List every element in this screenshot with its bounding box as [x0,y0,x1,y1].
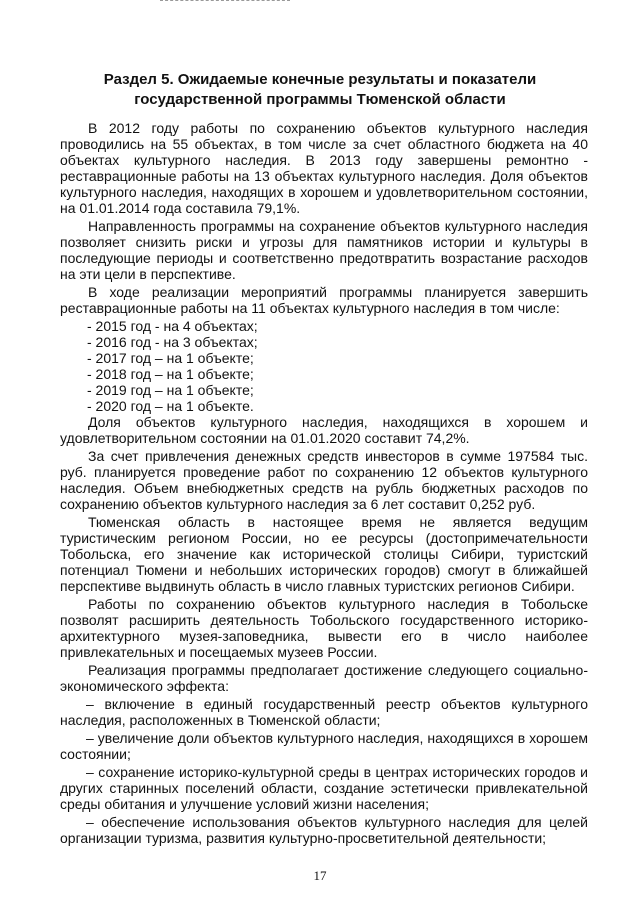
section-heading-line-2: государственной программы Тюменской области [134,91,506,108]
effect-item: – обеспечение использования объектов культурного наследия для целей организации туризма, развития культурно-просветительной деятельности; [60,814,588,846]
page-number: 17 [313,868,327,883]
year-list [60,318,588,414]
year-list-item: - 2016 год - на 3 объектах; [87,334,258,350]
document-body [60,120,588,848]
paragraph-investors: За счет привлечения денежных средств инвесторов в сумме 197584 тыс. руб. планируется проведение работ по сохранению 12 объектов культурного наследия. Объем внебюджетных средств на рубль бюджетных расходов по сохранению объектов культурного наследия за 6 лет составит 0,252 руб. [60,448,588,512]
year-list-item: - 2017 год – на 1 объекте; [87,350,254,366]
section-heading-line-1: Раздел 5. Ожидаемые конечные результаты и показатели [103,71,537,88]
paragraph-restoration-plan: В ходе реализации мероприятий программы планируется завершить реставрационные работы на 11 объектах культурного наследия в том числе: [60,284,588,316]
year-list-item: - 2019 год – на 1 объекте; [87,382,254,398]
effect-item: – включение в единый государственный реестр объектов культурного наследия, расположенных в Тюменской области; [60,696,588,728]
effect-item: – увеличение доли объектов культурного наследия, находящихся в хорошем состоянии; [60,730,588,762]
paragraph-2012-results: В 2012 году работы по сохранению объектов культурного наследия проводились на 55 объектах, в том числе за счет областного бюджета на 40 объектах культурного наследия. В 2013 году завершены ремонтно - реставрационные работы на 13 объектах культурного наследия. Доля объектов культурного наследия, находящих в хорошем и удовлетворительном состоянии, на 01.01.2014 года составила 79,1%. [60,120,588,216]
paragraph-program-focus: Направленность программы на сохранение объектов культурного наследия позволяет снизить риски и угрозы для памятников истории и культуры в последующие периоды и соответственно предотвратить возрастание расходов на эти цели в перспективе. [60,218,588,282]
effect-item: – сохранение историко-культурной среды в центрах исторических городов и других старинных поселений области, создание эстетически привлекательной среды обитания и улучшение условий жизни населения; [60,764,588,812]
scan-top-mark [160,0,290,3]
year-list-item: - 2020 год – на 1 объекте. [87,398,254,414]
effects-list [60,696,588,846]
paragraph-share-2020: Доля объектов культурного наследия, находящихся в хорошем и удовлетворительном состоянии на 01.01.2020 составит 74,2%. [60,414,588,446]
paragraph-tobolsk-museum: Работы по сохранению объектов культурного наследия в Тобольске позволят расширить деятельность Тобольского государственного историко-архитектурного музея-заповедника, вывести его в число наиболее привлекательных и посещаемых музеев России. [60,596,588,660]
paragraph-tourism-region: Тюменская область в настоящее время не является ведущим туристическим регионом России, но ее ресурсы (достопримечательности Тобольска, его значение как исторической столицы Сибири, туристский потенциал Тюмени и небольших исторических городов) смогут в ближайшей перспективе выдвинуть область в число главных туристских регионов Сибири. [60,514,588,594]
paragraph-socio-economic-effect: Реализация программы предполагает достижение следующего социально-экономического эффекта: [60,662,588,694]
year-list-item: - 2018 год – на 1 объекте; [87,366,254,382]
year-list-item: - 2015 год - на 4 объектах; [87,318,258,334]
